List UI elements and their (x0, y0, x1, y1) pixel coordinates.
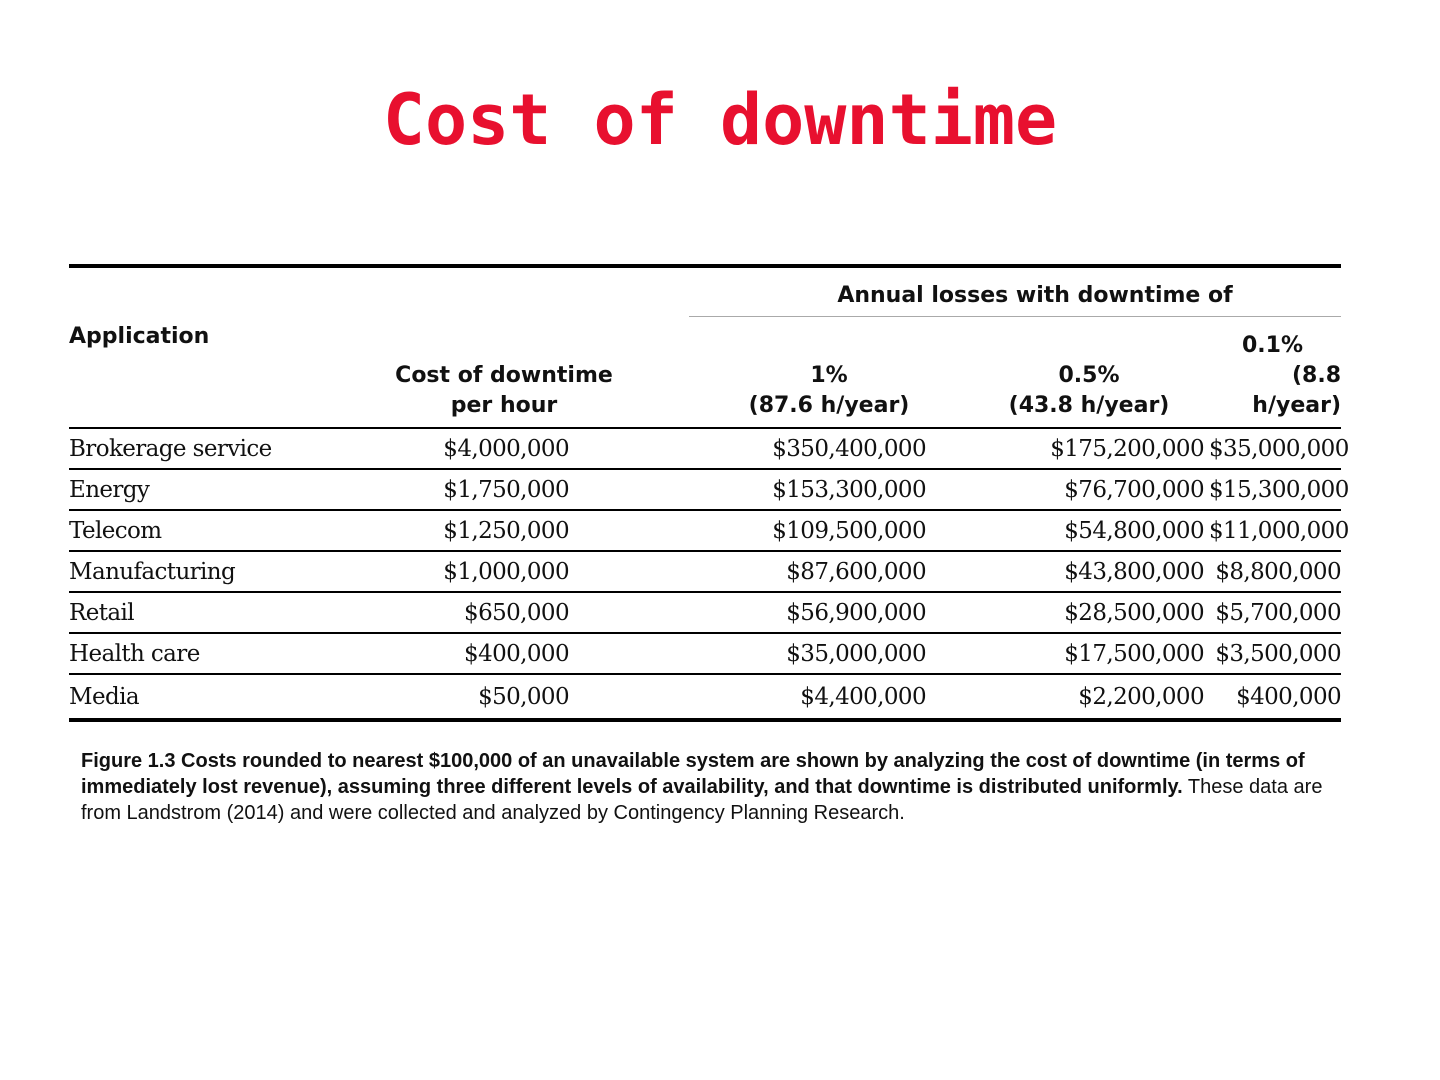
header-cost-line2: per hour (450, 393, 558, 418)
header-annual-losses-label: Annual losses with downtime of (837, 282, 1233, 308)
table-row (69, 633, 1341, 674)
cell-application: Media (69, 674, 319, 720)
header-cost-line1: Cost of downtime (395, 363, 613, 388)
header-downtime-0-5pct (969, 317, 1209, 429)
cell-loss-1pct: $153,300,000 (689, 469, 969, 510)
cell-cost-per-hour: $4,000,000 (319, 428, 689, 469)
downtime-table-container (69, 264, 1349, 722)
cell-loss-0-5pct: $76,700,000 (969, 469, 1209, 510)
header-pct: 0.1% (1242, 333, 1304, 358)
header-cost-per-hour (319, 266, 689, 428)
cell-application: Brokerage service (69, 428, 319, 469)
caption-source: These data are from Landstrom (2014) and were collected and analyzed by Contingency Planning Research. (81, 776, 1323, 824)
cell-loss-0-1pct: $11,000,000 (1209, 510, 1341, 551)
header-pct: 1% (810, 363, 848, 388)
cell-cost-per-hour: $650,000 (319, 592, 689, 633)
slide-title: Cost of downtime (382, 79, 1058, 161)
cell-loss-0-1pct: $5,700,000 (1209, 592, 1341, 633)
header-hours: (8.8 h/year) (1252, 363, 1342, 418)
cell-application: Health care (69, 633, 319, 674)
cell-cost-per-hour: $400,000 (319, 633, 689, 674)
table-header-row (69, 266, 1341, 317)
cell-loss-0-5pct: $175,200,000 (969, 428, 1209, 469)
header-pct: 0.5% (1058, 363, 1120, 388)
cell-cost-per-hour: $1,250,000 (319, 510, 689, 551)
cell-cost-per-hour: $50,000 (319, 674, 689, 720)
cell-loss-1pct: $350,400,000 (689, 428, 969, 469)
cell-loss-0-1pct: $35,000,000 (1209, 428, 1341, 469)
header-downtime-1pct (689, 317, 969, 429)
table-row (69, 551, 1341, 592)
cell-loss-1pct: $56,900,000 (689, 592, 969, 633)
cell-application: Energy (69, 469, 319, 510)
cell-cost-per-hour: $1,000,000 (319, 551, 689, 592)
cell-loss-0-1pct: $3,500,000 (1209, 633, 1341, 674)
table-row (69, 428, 1341, 469)
cell-loss-0-5pct: $17,500,000 (969, 633, 1209, 674)
cell-loss-0-5pct: $54,800,000 (969, 510, 1209, 551)
cell-loss-0-5pct: $2,200,000 (969, 674, 1209, 720)
table-row (69, 592, 1341, 633)
cell-loss-1pct: $4,400,000 (689, 674, 969, 720)
cell-loss-0-5pct: $43,800,000 (969, 551, 1209, 592)
cell-loss-0-1pct: $15,300,000 (1209, 469, 1341, 510)
table-row (69, 674, 1341, 720)
header-downtime-0-1pct (1209, 317, 1341, 429)
cell-loss-1pct: $109,500,000 (689, 510, 969, 551)
cell-loss-0-1pct: $400,000 (1209, 674, 1341, 720)
cell-application: Telecom (69, 510, 319, 551)
cell-application: Manufacturing (69, 551, 319, 592)
header-application: Application (69, 266, 319, 428)
cell-cost-per-hour: $1,750,000 (319, 469, 689, 510)
header-hours: (43.8 h/year) (1008, 393, 1170, 418)
table-row (69, 510, 1341, 551)
cell-loss-1pct: $35,000,000 (689, 633, 969, 674)
figure-caption (81, 748, 1351, 826)
downtime-cost-table (69, 264, 1349, 722)
cell-loss-0-1pct: $8,800,000 (1209, 551, 1341, 592)
header-hours: (87.6 h/year) (748, 393, 910, 418)
cell-application: Retail (69, 592, 319, 633)
header-annual-losses (689, 266, 1341, 317)
caption-bold: Figure 1.3 Costs rounded to nearest $100,000 of an unavailable system are shown by analyzing the cost of downtime (in terms of immediately lost revenue), assuming three different levels of availability, and that downtime is distributed uniformly. (81, 750, 1305, 798)
cell-loss-0-5pct: $28,500,000 (969, 592, 1209, 633)
cell-loss-1pct: $87,600,000 (689, 551, 969, 592)
table-row (69, 469, 1341, 510)
